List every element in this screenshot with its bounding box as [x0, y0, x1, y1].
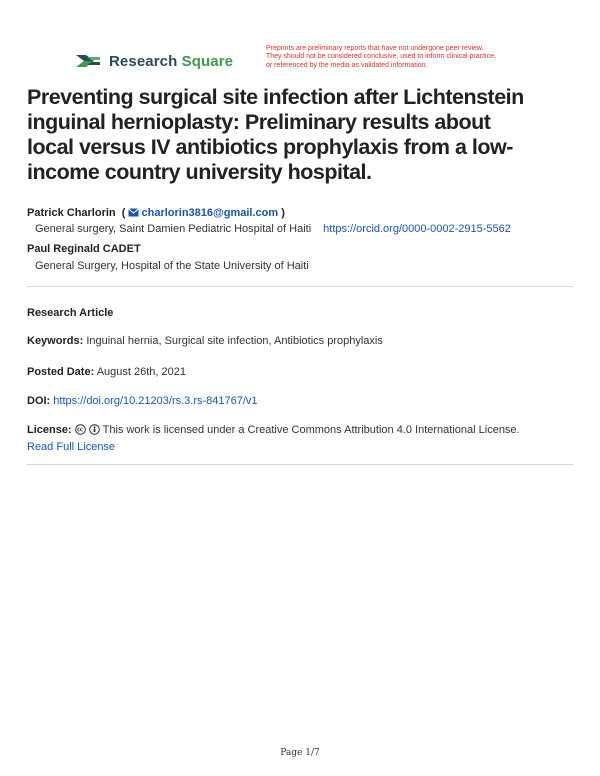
keywords-label: Keywords: — [27, 335, 84, 347]
affiliation-text: General surgery, Saint Damien Pediatric Hospital of Haiti — [35, 223, 312, 235]
doi-link[interactable]: https://doi.org/10.21203/rs.3.rs-841767/v1 — [53, 395, 258, 407]
affiliation-text: General Surgery, Hospital of the State University of Haiti — [35, 260, 309, 272]
title-line: Preventing surgical site infection after Lichtenstein — [27, 85, 524, 109]
preprint-disclaimer — [266, 45, 566, 70]
article-type: Research Article — [27, 307, 114, 319]
title-line: local versus IV antibiotics prophylaxis from a low- — [27, 135, 513, 159]
envelope-icon — [128, 208, 139, 217]
posted-date — [27, 366, 186, 378]
author-name: Paul Reginald CADET — [27, 243, 141, 255]
title-line: income country university hospital. — [27, 160, 372, 184]
research-square-logo[interactable] — [74, 50, 233, 72]
author-1: Patrick Charlorin ( charlorin3816@gmail.com ) — [27, 207, 285, 219]
disclaimer-line: Preprints are preliminary reports that have not undergone peer review. — [266, 45, 484, 52]
logo-wordmark: Research Square — [109, 52, 234, 70]
author-2 — [27, 243, 141, 255]
author-name: Patrick Charlorin — [27, 207, 116, 219]
doi-label: DOI: — [27, 395, 51, 407]
divider — [27, 286, 573, 287]
attribution-icon — [89, 424, 100, 435]
license-text: This work is licensed under a Creative Commons Attribution 4.0 International License. — [102, 424, 520, 436]
license — [27, 424, 520, 436]
author-2-affiliation — [35, 260, 309, 272]
author-email-link[interactable]: charlorin3816@gmail.com — [128, 207, 278, 219]
title-line: inguinal hernioplasty: Preliminary results about — [27, 110, 491, 134]
license-label: License: — [27, 424, 72, 436]
posted-date-value: August 26th, 2021 — [96, 366, 186, 378]
disclaimer-line: They should not be considered conclusive, used to inform clinical practice, — [266, 53, 496, 61]
creative-commons-icon — [75, 424, 86, 435]
disclaimer-line: or referenced by the media as validated information. — [266, 61, 428, 69]
divider — [27, 464, 573, 465]
keywords — [27, 335, 383, 347]
keywords-value: Inguinal hernia, Surgical site infection, Antibiotics prophylaxis — [86, 335, 383, 347]
author-1-affiliation — [35, 223, 511, 235]
doi — [27, 395, 258, 407]
research-square-logo-icon — [74, 51, 102, 71]
page-number: Page 1/7 — [280, 748, 320, 758]
read-full-license-link[interactable]: Read Full License — [27, 441, 116, 453]
paper-title — [27, 85, 577, 185]
orcid-link[interactable]: https://orcid.org/0000-0002-2915-5562 — [323, 223, 511, 235]
posted-date-label: Posted Date: — [27, 366, 95, 378]
